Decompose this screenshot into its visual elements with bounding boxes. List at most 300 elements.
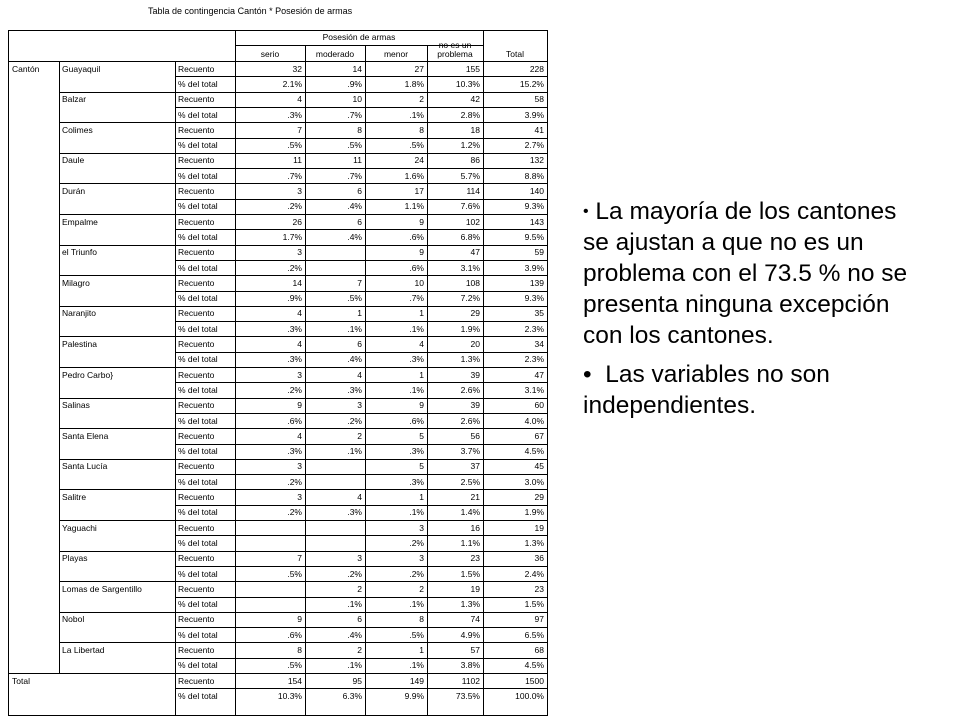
- percent-cell: 1.3%: [460, 599, 480, 610]
- count-cell: [238, 521, 302, 535]
- measure-label: % del total: [178, 690, 218, 701]
- percent-cell: 4.5%: [524, 446, 544, 457]
- percent-cell: [308, 536, 362, 550]
- percent-cell: 73.5%: [455, 690, 480, 701]
- percent-cell: 9.3%: [524, 201, 544, 212]
- canton-name: el Triunfo: [62, 247, 97, 258]
- count-cell: 21: [470, 492, 480, 503]
- bullet-item-1: [583, 196, 923, 351]
- percent-cell: .1%: [347, 660, 362, 671]
- count-cell: 155: [465, 63, 480, 74]
- row-divider: [175, 688, 547, 689]
- percent-cell: .3%: [347, 507, 362, 518]
- count-cell: 3: [357, 553, 362, 564]
- count-cell: 3: [297, 186, 302, 197]
- percent-cell: 4.5%: [524, 660, 544, 671]
- count-cell: 4: [419, 339, 424, 350]
- count-cell: 5: [419, 461, 424, 472]
- count-cell: 45: [534, 461, 544, 472]
- percent-cell: 2.5%: [460, 476, 480, 487]
- count-cell: 19: [470, 583, 480, 594]
- percent-cell: 2.3%: [524, 323, 544, 334]
- percent-cell: .1%: [347, 446, 362, 457]
- count-cell: 5: [419, 430, 424, 441]
- row-divider: [175, 260, 547, 261]
- count-cell: 47: [534, 369, 544, 380]
- percent-cell: 3.9%: [524, 109, 544, 120]
- percent-cell: 7.6%: [460, 201, 480, 212]
- count-cell: 47: [470, 247, 480, 258]
- percent-cell: 4.0%: [524, 415, 544, 426]
- percent-cell: .5%: [347, 293, 362, 304]
- count-cell: 1102: [461, 675, 480, 686]
- count-cell: 108: [465, 277, 480, 288]
- count-cell: 97: [534, 614, 544, 625]
- percent-cell: 1.7%: [282, 231, 302, 242]
- canton-name: Daule: [62, 155, 85, 166]
- percent-cell: .6%: [409, 415, 424, 426]
- measure-label: Recuento: [178, 94, 215, 105]
- measure-label: Recuento: [178, 339, 215, 350]
- count-cell: 1: [357, 308, 362, 319]
- column-header: menor: [383, 49, 409, 59]
- canton-name: Durán: [62, 186, 86, 197]
- percent-cell: 9.9%: [404, 690, 424, 701]
- percent-cell: 2.1%: [282, 78, 302, 89]
- count-cell: 8: [297, 645, 302, 656]
- canton-name: Colimes: [62, 124, 93, 135]
- count-cell: 1: [419, 369, 424, 380]
- count-cell: 4: [297, 94, 302, 105]
- count-cell: 3: [297, 369, 302, 380]
- percent-cell: .2%: [287, 476, 302, 487]
- count-cell: 1: [419, 308, 424, 319]
- percent-cell: 3.7%: [460, 446, 480, 457]
- percent-cell: 1.9%: [524, 507, 544, 518]
- percent-cell: .3%: [287, 446, 302, 457]
- bullet-marker: •: [583, 361, 592, 388]
- percent-cell: .3%: [347, 384, 362, 395]
- percent-cell: .6%: [287, 629, 302, 640]
- canton-name: Salitre: [62, 492, 87, 503]
- count-cell: 37: [470, 461, 480, 472]
- count-cell: 23: [534, 583, 544, 594]
- percent-cell: .2%: [287, 384, 302, 395]
- percent-cell: 1.9%: [460, 323, 480, 334]
- percent-cell: .2%: [409, 537, 424, 548]
- percent-cell: .3%: [287, 109, 302, 120]
- measure-label: Recuento: [178, 369, 215, 380]
- canton-name: Guayaquil: [62, 63, 101, 74]
- percent-cell: 6.3%: [342, 690, 362, 701]
- measure-label: Recuento: [178, 675, 215, 686]
- percent-cell: 2.4%: [524, 568, 544, 579]
- count-cell: 58: [534, 94, 544, 105]
- percent-cell: [238, 536, 302, 550]
- count-cell: 95: [352, 675, 362, 686]
- count-cell: 3: [419, 522, 424, 533]
- percent-cell: .7%: [287, 170, 302, 181]
- percent-cell: 10.3%: [455, 78, 480, 89]
- measure-label: % del total: [178, 109, 218, 120]
- count-cell: 74: [470, 614, 480, 625]
- count-cell: 9: [297, 400, 302, 411]
- count-cell: 42: [470, 94, 480, 105]
- percent-cell: 3.8%: [460, 660, 480, 671]
- row-divider: [175, 627, 547, 628]
- row-divider: [175, 474, 547, 475]
- measure-label: % del total: [178, 537, 218, 548]
- count-cell: 228: [529, 63, 544, 74]
- count-cell: 143: [529, 216, 544, 227]
- percent-cell: .7%: [409, 293, 424, 304]
- count-cell: 27: [414, 63, 424, 74]
- count-cell: 20: [470, 339, 480, 350]
- count-cell: 8: [357, 124, 362, 135]
- count-cell: 24: [414, 155, 424, 166]
- row-divider: [175, 413, 547, 414]
- count-cell: 4: [357, 492, 362, 503]
- measure-label: Recuento: [178, 614, 215, 625]
- count-cell: 139: [529, 277, 544, 288]
- percent-cell: .2%: [287, 507, 302, 518]
- percent-cell: 1.2%: [460, 140, 480, 151]
- measure-label: % del total: [178, 660, 218, 671]
- percent-cell: 1.3%: [460, 354, 480, 365]
- canton-name: Salinas: [62, 400, 90, 411]
- column-header: moderado: [315, 49, 355, 59]
- measure-label: % del total: [178, 446, 218, 457]
- row-divider: [175, 199, 547, 200]
- canton-name: Empalme: [62, 216, 98, 227]
- percent-cell: [308, 261, 362, 275]
- percent-cell: 100.0%: [515, 690, 544, 701]
- bullet-item-2: [583, 359, 923, 421]
- count-cell: 1: [419, 645, 424, 656]
- percent-cell: [238, 597, 302, 611]
- count-cell: 36: [534, 553, 544, 564]
- measure-label: % del total: [178, 476, 218, 487]
- percent-cell: 1.3%: [524, 537, 544, 548]
- count-cell: 6: [357, 216, 362, 227]
- count-cell: 2: [357, 583, 362, 594]
- measure-label: Recuento: [178, 430, 215, 441]
- row-divider: [175, 291, 547, 292]
- count-cell: 29: [470, 308, 480, 319]
- count-cell: 9: [419, 216, 424, 227]
- count-cell: 41: [534, 124, 544, 135]
- measure-label: % del total: [178, 384, 218, 395]
- count-cell: 3: [297, 492, 302, 503]
- percent-cell: .3%: [409, 354, 424, 365]
- count-cell: 9: [419, 247, 424, 258]
- count-cell: 18: [470, 124, 480, 135]
- count-cell: 16: [470, 522, 480, 533]
- measure-label: % del total: [178, 599, 218, 610]
- percent-cell: 9.5%: [524, 231, 544, 242]
- row-divider: [175, 597, 547, 598]
- measure-label: Recuento: [178, 155, 215, 166]
- percent-cell: 3.0%: [524, 476, 544, 487]
- count-cell: 35: [534, 308, 544, 319]
- count-cell: 3: [419, 553, 424, 564]
- count-cell: 4: [297, 308, 302, 319]
- count-cell: 7: [297, 553, 302, 564]
- row-divider: [175, 138, 547, 139]
- percent-cell: 2.6%: [460, 384, 480, 395]
- measure-label: % del total: [178, 323, 218, 334]
- measure-label: Recuento: [178, 63, 215, 74]
- count-cell: 8: [419, 124, 424, 135]
- percent-cell: .4%: [347, 201, 362, 212]
- percent-cell: 6.8%: [460, 231, 480, 242]
- measure-label: % del total: [178, 201, 218, 212]
- measure-label: Recuento: [178, 522, 215, 533]
- canton-name: Milagro: [62, 277, 90, 288]
- row-divider: [175, 566, 547, 567]
- row-divider: [175, 535, 547, 536]
- percent-cell: .1%: [409, 384, 424, 395]
- count-cell: 11: [353, 155, 362, 166]
- percent-cell: 1.5%: [460, 568, 480, 579]
- canton-name: Santa Lucía: [62, 461, 108, 472]
- measure-label: Recuento: [178, 461, 215, 472]
- percent-cell: .9%: [347, 78, 362, 89]
- percent-cell: 10.3%: [277, 690, 302, 701]
- row-divider: [175, 382, 547, 383]
- percent-cell: 4.9%: [460, 629, 480, 640]
- measure-label: Recuento: [178, 124, 215, 135]
- percent-cell: 3.1%: [524, 384, 544, 395]
- count-cell: 2: [357, 645, 362, 656]
- column-header: no es un: [438, 40, 472, 50]
- count-cell: 68: [534, 645, 544, 656]
- percent-cell: 9.3%: [524, 293, 544, 304]
- percent-cell: .6%: [409, 262, 424, 273]
- row-divider: [175, 168, 547, 169]
- count-cell: 140: [529, 186, 544, 197]
- canton-name: Yaguachi: [62, 522, 97, 533]
- percent-cell: .5%: [347, 140, 362, 151]
- canton-name: Balzar: [62, 94, 87, 105]
- count-cell: 7: [297, 124, 302, 135]
- percent-cell: 1.6%: [404, 170, 424, 181]
- count-cell: [308, 245, 362, 259]
- row-divider: [175, 229, 547, 230]
- count-cell: 102: [465, 216, 480, 227]
- count-cell: 23: [470, 553, 480, 564]
- count-cell: 154: [287, 675, 302, 686]
- count-cell: 57: [470, 645, 480, 656]
- count-cell: 26: [292, 216, 302, 227]
- count-cell: 4: [357, 369, 362, 380]
- percent-cell: 15.2%: [519, 78, 544, 89]
- row-divider: [175, 107, 547, 108]
- count-cell: 2: [357, 430, 362, 441]
- percent-cell: 1.5%: [524, 599, 544, 610]
- count-cell: 3: [297, 247, 302, 258]
- percent-cell: .6%: [287, 415, 302, 426]
- percent-cell: .5%: [287, 568, 302, 579]
- percent-cell: .3%: [287, 354, 302, 365]
- percent-cell: .1%: [347, 599, 362, 610]
- measure-label: % del total: [178, 293, 218, 304]
- row-dimension-label: Cantón: [12, 63, 40, 74]
- count-cell: 10: [414, 277, 424, 288]
- percent-cell: 7.2%: [460, 293, 480, 304]
- percent-cell: 8.8%: [524, 170, 544, 181]
- measure-label: % del total: [178, 354, 218, 365]
- percent-cell: .1%: [409, 109, 424, 120]
- percent-cell: 3.9%: [524, 262, 544, 273]
- count-cell: 39: [470, 369, 480, 380]
- count-cell: 4: [297, 430, 302, 441]
- canton-name: Nobol: [62, 614, 85, 625]
- row-divider: [175, 352, 547, 353]
- count-cell: 7: [357, 277, 362, 288]
- count-cell: 67: [534, 430, 544, 441]
- crosstab-table: [8, 30, 548, 716]
- percent-cell: 1.8%: [404, 78, 424, 89]
- percent-cell: 3.1%: [460, 262, 480, 273]
- count-cell: 2: [419, 583, 424, 594]
- measure-label: % del total: [178, 78, 218, 89]
- column-divider: [305, 45, 306, 715]
- bullet-text-2: Las variables no son independientes.: [583, 361, 830, 419]
- count-cell: 6: [357, 186, 362, 197]
- percent-cell: .9%: [287, 293, 302, 304]
- column-header: serio: [260, 49, 280, 59]
- count-cell: 3: [297, 461, 302, 472]
- measure-label: % del total: [178, 231, 218, 242]
- percent-cell: .1%: [409, 323, 424, 334]
- percent-cell: 2.8%: [460, 109, 480, 120]
- percent-cell: .3%: [409, 446, 424, 457]
- count-cell: 2: [419, 94, 424, 105]
- percent-cell: 1.1%: [460, 537, 480, 548]
- row-divider: [175, 505, 547, 506]
- measure-label: Recuento: [178, 492, 215, 503]
- count-cell: 32: [292, 63, 302, 74]
- measure-label: Recuento: [178, 645, 215, 656]
- percent-cell: .1%: [409, 507, 424, 518]
- percent-cell: .5%: [287, 140, 302, 151]
- count-cell: 34: [534, 339, 544, 350]
- percent-cell: .5%: [287, 660, 302, 671]
- percent-cell: .1%: [409, 599, 424, 610]
- percent-cell: 6.5%: [524, 629, 544, 640]
- percent-cell: .6%: [409, 231, 424, 242]
- percent-cell: .2%: [409, 568, 424, 579]
- percent-cell: .3%: [409, 476, 424, 487]
- measure-label: % del total: [178, 507, 218, 518]
- measure-label: % del total: [178, 262, 218, 273]
- count-cell: 86: [470, 155, 480, 166]
- percent-cell: .5%: [409, 629, 424, 640]
- row-divider: [175, 76, 547, 77]
- percent-cell: .2%: [347, 568, 362, 579]
- percent-cell: .3%: [287, 323, 302, 334]
- column-header: Total: [506, 49, 524, 59]
- canton-name: Lomas de Sargentillo: [62, 583, 142, 594]
- measure-label: Recuento: [178, 216, 215, 227]
- percent-cell: .2%: [287, 262, 302, 273]
- percent-cell: 2.6%: [460, 415, 480, 426]
- count-cell: 56: [470, 430, 480, 441]
- count-cell: 60: [534, 400, 544, 411]
- count-cell: [238, 582, 302, 596]
- percent-cell: [308, 475, 362, 489]
- count-cell: 8: [419, 614, 424, 625]
- count-cell: 19: [534, 522, 544, 533]
- measure-label: Recuento: [178, 308, 215, 319]
- total-row-label: Total: [12, 675, 30, 686]
- measure-label: Recuento: [178, 277, 215, 288]
- percent-cell: .5%: [409, 140, 424, 151]
- canton-name: La Libertad: [62, 645, 105, 656]
- count-cell: 11: [293, 155, 302, 166]
- count-cell: 6: [357, 339, 362, 350]
- column-header: problema: [437, 49, 473, 59]
- percent-cell: 1.4%: [460, 507, 480, 518]
- measure-label: Recuento: [178, 247, 215, 258]
- percent-cell: 2.3%: [524, 354, 544, 365]
- column-divider: [175, 61, 176, 715]
- count-cell: [308, 521, 362, 535]
- percent-cell: .4%: [347, 354, 362, 365]
- canton-name: Pedro Carbo}: [62, 369, 114, 380]
- row-divider: [175, 444, 547, 445]
- percent-cell: .1%: [347, 323, 362, 334]
- count-cell: 1500: [525, 675, 544, 686]
- count-cell: 3: [357, 400, 362, 411]
- measure-label: % del total: [178, 415, 218, 426]
- bullet-text-1: La mayoría de los cantones se ajustan a que no es un problema con el 73.5 % no se presenta ninguna excepción con los cantones.: [583, 198, 908, 349]
- count-cell: 114: [466, 186, 480, 197]
- percent-cell: .7%: [347, 109, 362, 120]
- count-cell: 14: [352, 63, 362, 74]
- percent-cell: .2%: [347, 415, 362, 426]
- percent-cell: 1.1%: [404, 201, 424, 212]
- count-cell: 4: [297, 339, 302, 350]
- count-cell: 6: [357, 614, 362, 625]
- count-cell: 59: [534, 247, 544, 258]
- header-group-label: Posesión de armas: [322, 32, 396, 42]
- conclusions-list: [583, 196, 923, 429]
- measure-label: Recuento: [178, 186, 215, 197]
- percent-cell: 5.7%: [460, 170, 480, 181]
- row-divider: [175, 321, 547, 322]
- percent-cell: .4%: [347, 231, 362, 242]
- measure-label: % del total: [178, 140, 218, 151]
- percent-cell: .1%: [409, 660, 424, 671]
- measure-label: Recuento: [178, 583, 215, 594]
- percent-cell: .4%: [347, 629, 362, 640]
- measure-label: Recuento: [178, 400, 215, 411]
- canton-name: Palestina: [62, 339, 97, 350]
- count-cell: 17: [414, 186, 424, 197]
- count-cell: 149: [409, 675, 424, 686]
- measure-label: % del total: [178, 568, 218, 579]
- table-title: Tabla de contingencia Cantón * Posesión de armas: [148, 6, 353, 16]
- count-cell: 14: [292, 277, 302, 288]
- measure-label: % del total: [178, 170, 218, 181]
- measure-label: Recuento: [178, 553, 215, 564]
- bullet-marker: •: [583, 203, 589, 220]
- canton-name: Playas: [62, 553, 88, 564]
- count-cell: 132: [529, 155, 544, 166]
- column-divider: [427, 45, 428, 715]
